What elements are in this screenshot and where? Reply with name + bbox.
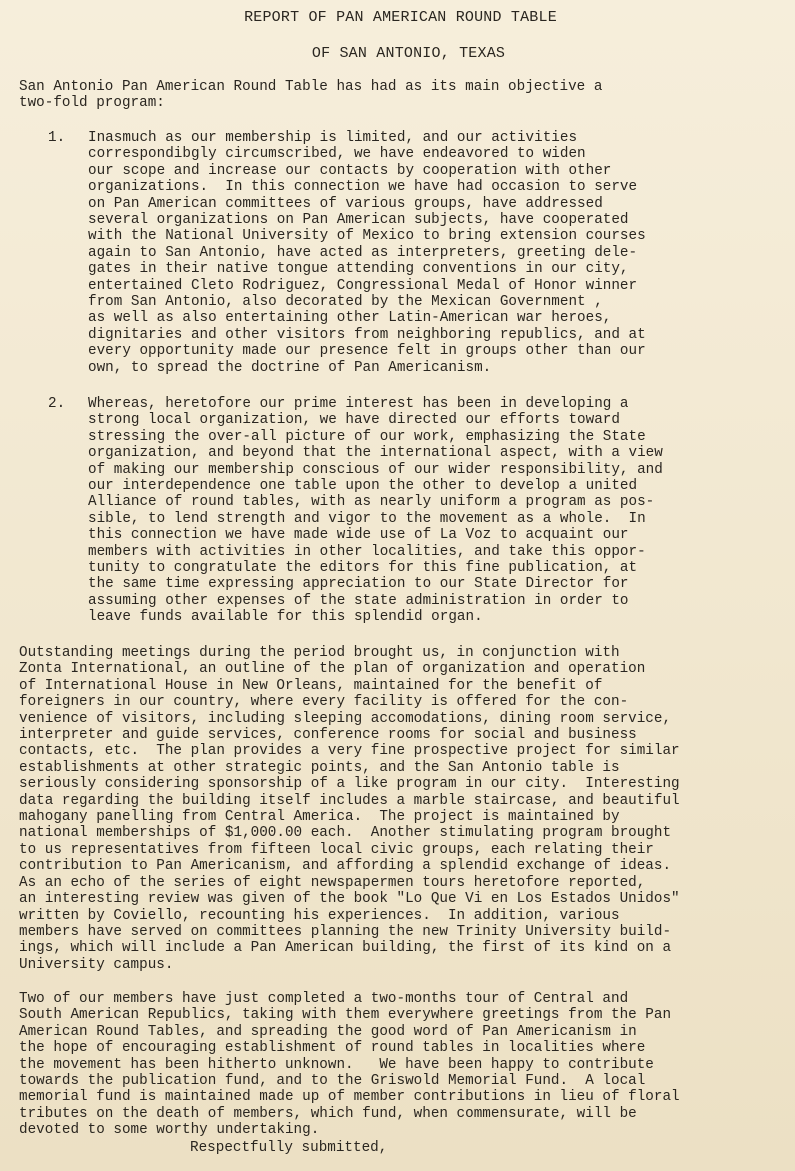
item-number-1: 1.	[48, 130, 66, 146]
report-subtitle: OF SAN ANTONIO, TEXAS	[311, 45, 506, 62]
meetings-paragraph: Outstanding meetings during the period brought us, in conjunction with Zonta International, an outline of the plan of organization and operation of International House in New Orleans, maintained for the benefit of foreigners in our country, where every facility is offered for the con- venience of visitors, including sleeping accomodations, dining room service, interpreter and guide services, conference rooms for social and business contacts, etc. The plan provides a very fine prospective project for similar establishments at other strategic points, and the San Antonio table is seriously considering sponsorship of a like program in our city. Interesting data regarding the building itself includes a marble staircase, and beautiful mahogany panelling from Central America. The project is maintained by national memberships of $1,000.00 each. Another stimulating program brought to us representatives from fifteen local civic groups, each relating their contribution to Pan Americanism, and affording a splendid exchange of ideas. As an echo of the series of eight newspapermen tours heretofore reported, an interesting review was given of the book "Lo Que Vi en Los Estados Unidos" written by Coviello, recounting his experiences. In addition, various members have served on committees planning the new Trinity University build- ings, which will include a Pan American building, the first of its kind on a University campus.	[19, 645, 680, 973]
item-text-1: Inasmuch as our membership is limited, and our activities correspondibgly circumscribed, we have endeavored to widen our scope and increase our contacts by cooperation with other organizations. In this connection we have had occasion to serve on Pan American committees of various groups, have addressed several organizations on Pan American subjects, have cooperated with the National University of Mexico to bring extension courses again to San Antonio, have acted as interpreters, greeting dele- gates in their native tongue attending conventions in our city, entertained Cleto Rodriguez, Congressional Medal of Honor winner from San Antonio, also decorated by the Mexican Government , as well as also entertaining other Latin-American war heroes, dignitaries and other visitors from neighboring republics, and at every opportunity made our presence felt in groups other than our own, to spread the doctrine of Pan Americanism.	[88, 130, 646, 376]
item-text-2: Whereas, heretofore our prime interest has been in developing a strong local organization, we have directed our efforts toward stressing the over-all picture of our work, emphasizing the State organization, and beyond that the international aspect, with a view of making our membership conscious of our wider responsibility, and our interdependence one table upon the other to develop a united Alliance of round tables, with as nearly uniform a program as pos- sible, to lend strength and vigor to the movement as a whole. In this connection we have made wide use of La Voz to acquaint our members with activities in other localities, and take this oppor- tunity to congratulate the editors for this fine publication, at the same time expressing appreciation to our State Director for assuming other expenses of the state administration in order to leave funds available for this splendid organ.	[88, 396, 663, 626]
report-title: REPORT OF PAN AMERICAN ROUND TABLE	[244, 9, 557, 26]
closing-line: Respectfully submitted,	[190, 1140, 388, 1156]
item-number-2: 2.	[48, 396, 66, 412]
intro-paragraph: San Antonio Pan American Round Table has had as its main objective a two-fold program:	[19, 79, 603, 112]
tour-paragraph: Two of our members have just completed a two-months tour of Central and South American Republics, taking with them everywhere greetings from the Pan American Round Tables, and spreading the good word of Pan Americanism in the hope of encouraging establishment of round tables in localities where the movement has been hitherto unknown. We have been happy to contribute towards the publication fund, and to the Griswold Memorial Fund. A local memorial fund is maintained made up of member contributions in lieu of floral tributes on the death of members, which fund, when commensurate, will be devoted to some worthy undertaking.	[19, 991, 680, 1139]
